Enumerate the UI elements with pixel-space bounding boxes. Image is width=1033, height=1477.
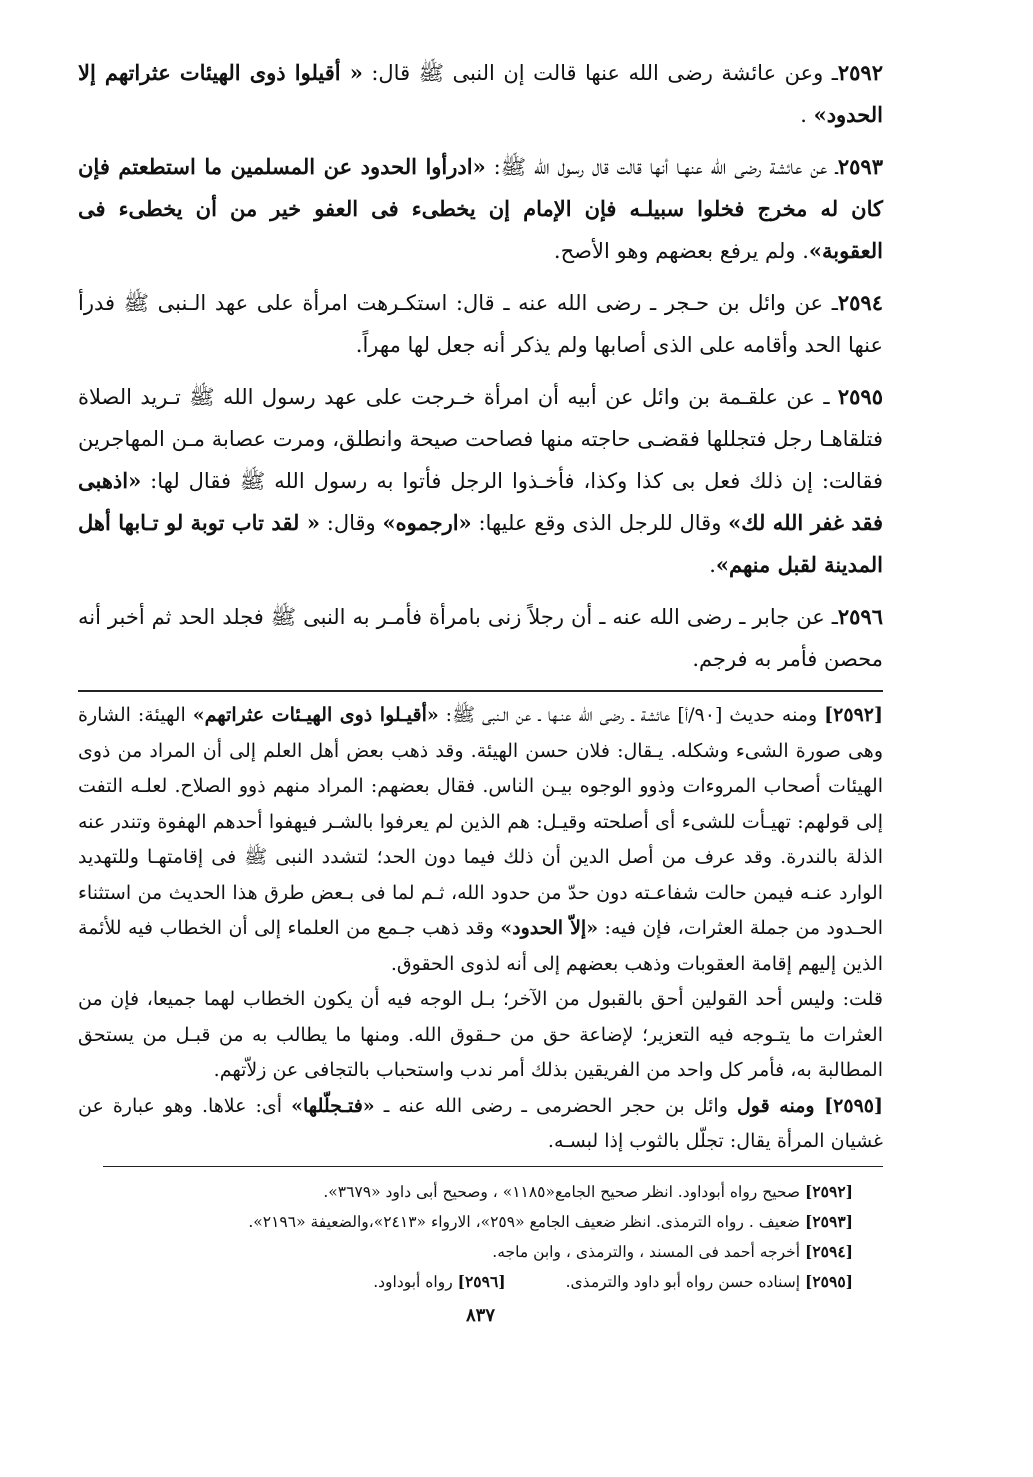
hadith-paragraph [78,376,883,586]
hadith-section [78,52,883,680]
footnote-text: أخرجه أحمد فى المسند ، والترمذى ، وابن ماجه. [492,1242,801,1261]
footnote-label: [٢٥٩٤] [805,1241,853,1261]
footnote-label: [٢٥٩٥] [805,1271,853,1291]
commentary-section [78,698,883,1160]
hadith-quote: «ادرأوا الحدود عن المسلمين ما استطعتم فإن كان له مخرج فخلوا سبيلـه فإن الإمام إن يخطىء فى العفو خير من أن يخطىء فى العقوبة» [78,154,883,263]
commentary-emphasis: «إلاّ الحدود» [500,917,599,939]
hadith-text: وقال للرجل الذى وقع عليها: [471,511,729,535]
footnote-text: صحيح رواه أبوداود. انظر صحيح الجامع«١١٨٥» ، وصحيح أبى داود «٣٦٧٩». [323,1182,801,1201]
footnote [566,1267,853,1297]
footnotes [78,1177,883,1297]
commentary-text: وائل بن حجر الحضرمى ـ رضى الله عنه ـ [374,1094,737,1117]
commentary-emphasis: «أقيـلوا ذوى الهيـئات عثراتهم» [192,704,439,726]
hadith-quote: «اذهبى فقد غفر الله لك» [78,468,883,535]
hadith-text: . ولم يرفع بعضهم وهو الأصح. [553,239,809,263]
commentary-text: قلت: وليس أحد القولين أحق بالقبول من الآخر؛ بـل الوجه فيه أن يكون الخطاب لهما جميعا، فإن من العثرات ما يتـوجه فيه التعزير؛ لإضاعة حق من حـقوق الله. ومنها ما يطالب به من قبـل من يستحق المطالبة به، فأمر كل واحد من الفريقين بذلك أمر ندب واستحباب بالتجافى عن زلاّتهم. [78,988,883,1081]
footnote-label: [٢٥٩٦] [457,1271,506,1291]
hadith-number: ٢٥٩٦ [837,604,883,629]
commentary-emphasis: [٢٥٩٥] ومنه قول [736,1094,883,1117]
hadith-quote: « أقيلوا ذوى الهيئات عثراتهم إلا الحدود» [78,60,883,127]
footnote-label: [٢٥٩٢] [805,1181,853,1201]
hadith-text: ـ عن عائشة رضى الله عنهـا أنها قالت قال رسول الله ﷺ: [485,155,838,179]
hadith-quote: « لقد تاب توبة لو تـابها أهل المدينة لقبل منهم» [78,510,883,577]
hadith-text: وقال: [319,511,383,535]
footnote-text: إسناده حسن رواه أبو داود والترمذى. [565,1272,801,1291]
hadith-number: ٢٥٩٥ [837,384,883,409]
commentary-paragraph [78,1089,883,1160]
footnote [78,1177,883,1207]
footnote [78,1207,883,1237]
footnote [78,1237,883,1267]
hadith-number: ٢٥٩٤ [837,290,883,315]
hadith-paragraph [78,52,883,136]
footnote-row [78,1267,883,1297]
footnote-label: [٢٥٩٣] [805,1211,853,1231]
footnote [373,1267,505,1297]
hadith-paragraph [78,146,883,272]
commentary-paragraph [78,982,883,1089]
commentary-text: ومنه حديث [٩٠/أ] عائشة ـ رضى الله عنـها ـ عن الـنبى ﷺ: [438,704,825,726]
commentary-emphasis: «فتـجلّلها» [291,1094,375,1117]
footnote-text: ضعيف . رواه الترمذى. انظر ضعيف الجامع «٢٥٩»، الارواء «٢٤١٣»،والضعيفة «٢١٩٦». [248,1212,801,1231]
hadith-number: ٢٥٩٣ [837,154,883,179]
hadith-paragraph [78,596,883,680]
commentary-emphasis: [٢٥٩٢] [824,704,883,726]
footnote-divider [103,1166,883,1167]
commentary-text: أى: علاها. وهو عبارة عن غشيان المرأة يقال: تجلّل بالثوب إذا لبسـه. [78,1094,883,1152]
hadith-text: ـ عن وائل بن حـجر ـ رضى الله عنه ـ قال: استكـرهت امرأة على عهد الـنبى ﷺ فدرأ عنها الحد وأقامه على الذى أصابها ولم يذكر أنه جعل لها مهراً. [78,291,883,357]
commentary-text: الهيئة: الشارة وهى صورة الشىء وشكله. يـقال: فلان حسن الهيئة. وقد ذهب بعض أهل العلم إلى أن المراد من ذوى الهيئات أصحاب المروءات وذوو الوجوه بيـن الناس. فقال بعضهم: المراد منهم ذوو الصلاح. لعلـه التفت إلى قولهم: تهيـأت للشىء أى أصلحته وقيـل: هم الذين لم يعرفوا بالشـر فيهفوا أحدهم الهفوة وتندر عنه الذلة بالندرة. وقد عرف من أصل الدين أن ذلك فيما دون الحد؛ لتشدد النبى ﷺ فى إقامتهـا وللتهديد الوارد عنـه فيمن حالت شفاعـته دون حدّ من حدود الله، ثـم لما فى بـعض طرق هذا الحديث من استثناء الحـدود من جملة العثرات، فإن فيه: [78,704,883,939]
footnote-text: رواه أبوداود. [373,1272,453,1291]
hadith-number: ٢٥٩٢ [837,60,883,85]
hadith-paragraph [78,282,883,366]
commentary-text: وقد ذهب جـمع من العلماء إلى أن الخطاب فيه للأئمة الذين إليهم إقامة العقوبات وذهب بعضهم إلى أنه لذوى الحقوق. [78,917,883,975]
hadith-quote: «ارجموه» [382,510,472,535]
hadith-text: ـ عن علقـمة بن وائل عن أبيه أن امرأة خـرجت على عهد رسول الله ﷺ تـريد الصلاة فتلقاهـا رجل فتجللها فقضـى حاجته منها فصاحت صيحة وانطلق، ومرت عصابة مـن المهاجرين فقالت: إن ذلك فعل بى كذا وكذا، فأخـذوا الرجل فأتوا به رسول الله ﷺ فقال لها: [78,385,883,493]
section-divider [78,690,883,692]
hadith-text: . [800,103,814,127]
hadith-text: ـ وعن عائشة رضى الله عنها قالت إن النبى ﷺ قال: [362,61,838,85]
page-number: ٨٣٧ [465,1304,495,1326]
commentary-paragraph [78,698,883,982]
hadith-text: . [709,553,716,577]
hadith-text: ـ عن جابر ـ رضى الله عنه ـ أن رجلاً زنى بامرأة فأمـر به النبى ﷺ فجلد الحد ثم أخبر أنه محصن فأمر به فرجم. [78,605,883,671]
